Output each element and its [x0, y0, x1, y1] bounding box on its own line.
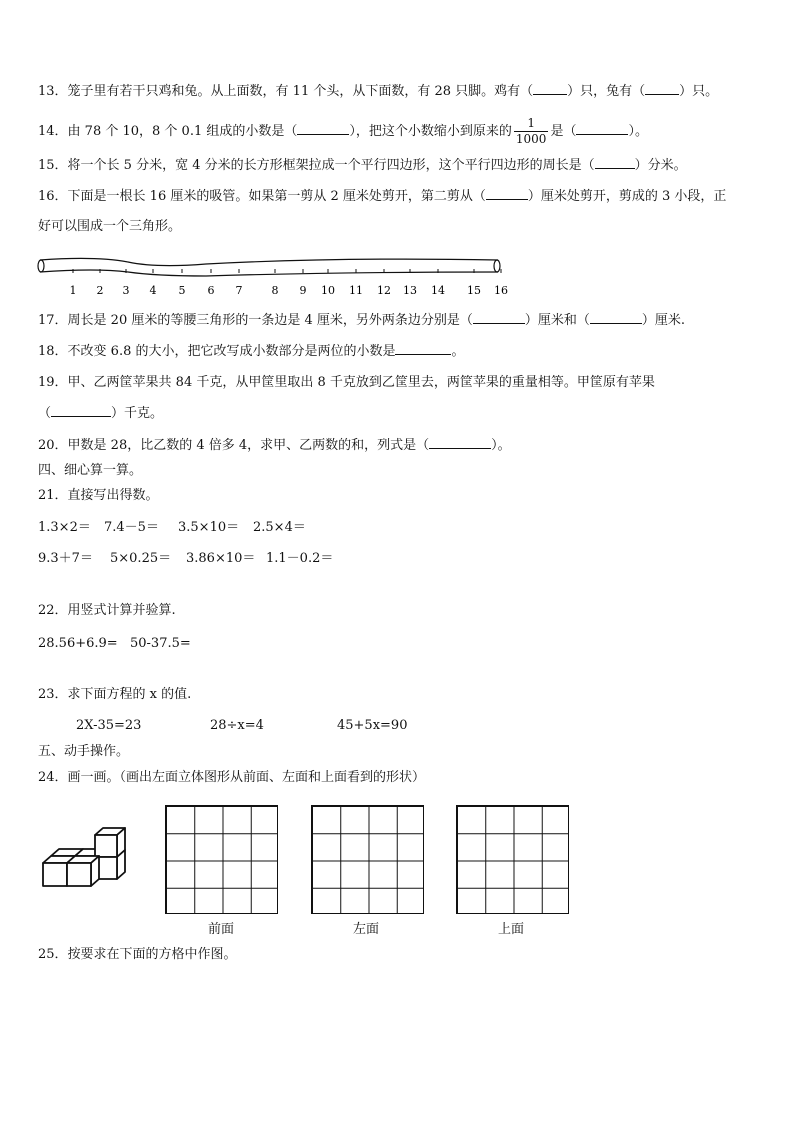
front-view-label: 前面	[208, 922, 235, 937]
question-19-cont: （ ）千克。	[38, 406, 164, 421]
calc-item: 7.4－5＝	[104, 520, 159, 535]
equation-item: 28÷x=4	[210, 718, 264, 733]
section-5-heading: 五、动手操作。	[38, 744, 130, 759]
question-19: 19．甲、乙两筐苹果共 84 千克，从甲筐里取出 8 千克放到乙筐里去，两筐苹果的重量相等。甲筐原有苹果	[38, 375, 655, 390]
question-25: 25．按要求在下面的方格中作图。	[38, 947, 237, 962]
straw-tick-label: 3	[122, 284, 130, 297]
straw-tick-label: 5	[178, 284, 186, 297]
question-21-title: 21．直接写出得数。	[38, 488, 159, 503]
calc-item: 3.5×10＝	[178, 520, 240, 535]
straw-top-edge	[40, 258, 498, 265]
straw-tick-label: 1	[69, 284, 77, 297]
fraction: $\frac{1}{1000}$	[515, 116, 547, 146]
question-20: 20．甲数是 28，比乙数的 4 倍多 4，求甲、乙两数的和，列式是（ ）。	[38, 438, 511, 453]
calc-item: 1.3×2＝	[38, 520, 91, 535]
cube-stack-figure	[40, 825, 132, 891]
equation-item: 2X-35=23	[76, 718, 142, 733]
straw-left-end	[38, 260, 44, 272]
straw-tick-label: 16	[494, 284, 508, 297]
left-view-label: 左面	[353, 922, 380, 937]
straw-right-end	[494, 260, 500, 272]
answer-blank[interactable]	[645, 82, 679, 95]
answer-blank[interactable]	[486, 187, 528, 200]
straw-tick-label: 14	[431, 284, 445, 297]
top-view-label: 上面	[498, 922, 525, 937]
straw-bottom-edge	[40, 270, 498, 276]
answer-blank[interactable]	[595, 156, 635, 169]
answer-blank[interactable]	[51, 404, 111, 417]
question-18: 18．不改变 6.8 的大小，把它改写成小数部分是两位的小数是 。	[38, 344, 465, 359]
answer-blank[interactable]	[473, 311, 525, 324]
calc-item: 5×0.25＝	[110, 551, 172, 566]
calc-item: 1.1－0.2＝	[266, 551, 334, 566]
question-14: 14．由 78 个 10，8 个 0.1 组成的小数是（ ），把这个小数缩小到原来的 $\frac{1}{1000}$ 是（ ）。	[38, 116, 648, 146]
question-16: 16．下面是一根长 16 厘米的吸管。如果第一剪从 2 厘米处剪开，第二剪从（ ）厘米处剪开，剪成的 3 小段，正	[38, 189, 727, 204]
question-17: 17．周长是 20 厘米的等腰三角形的一条边是 4 厘米，另外两条边分别是（ ）厘米和（ ）厘米.	[38, 313, 686, 328]
calc-item: 3.86×10＝	[186, 551, 256, 566]
straw-tick-label: 15	[467, 284, 481, 297]
answer-blank[interactable]	[297, 122, 349, 135]
straw-tick-label: 10	[321, 284, 335, 297]
front-view-grid[interactable]	[165, 805, 278, 914]
calc-item: 28.56+6.9=	[38, 636, 118, 651]
straw-tick-label: 11	[349, 284, 363, 297]
question-15: 15．将一个长 5 分米，宽 4 分米的长方形框架拉成一个平行四边形，这个平行四边形的周长是（ ）分米。	[38, 158, 687, 173]
answer-blank[interactable]	[533, 82, 567, 95]
straw-tick-label: 4	[149, 284, 157, 297]
question-16-cont: 好可以围成一个三角形。	[38, 219, 182, 234]
calc-item: 50-37.5=	[130, 636, 191, 651]
question-24-title: 24．画一画。（画出左面立体图形从前面、左面和上面看到的形状）	[38, 770, 426, 785]
straw-tick-label: 12	[377, 284, 391, 297]
straw-figure	[36, 254, 506, 300]
answer-blank[interactable]	[590, 311, 642, 324]
straw-tick-label: 13	[403, 284, 417, 297]
question-22-title: 22．用竖式计算并验算.	[38, 603, 176, 618]
answer-blank[interactable]	[429, 436, 491, 449]
straw-tick-label: 8	[271, 284, 279, 297]
straw-tick-label: 7	[235, 284, 243, 297]
left-view-grid[interactable]	[311, 805, 424, 914]
top-view-grid[interactable]	[456, 805, 569, 914]
section-4-heading: 四、细心算一算。	[38, 463, 143, 478]
question-13: 13．笼子里有若干只鸡和兔。从上面数，有 11 个头，从下面数，有 28 只脚。鸡有（ ）只，兔有（ ）只。	[38, 84, 719, 99]
answer-blank[interactable]	[576, 122, 628, 135]
calc-item: 2.5×4＝	[253, 520, 306, 535]
straw-tick-label: 9	[299, 284, 307, 297]
straw-tick-label: 6	[207, 284, 215, 297]
straw-tick-label: 2	[96, 284, 104, 297]
question-23-title: 23．求下面方程的 x 的值.	[38, 687, 192, 702]
calc-item: 9.3＋7＝	[38, 551, 93, 566]
equation-item: 45+5x=90	[337, 718, 408, 733]
answer-blank[interactable]	[395, 342, 451, 355]
